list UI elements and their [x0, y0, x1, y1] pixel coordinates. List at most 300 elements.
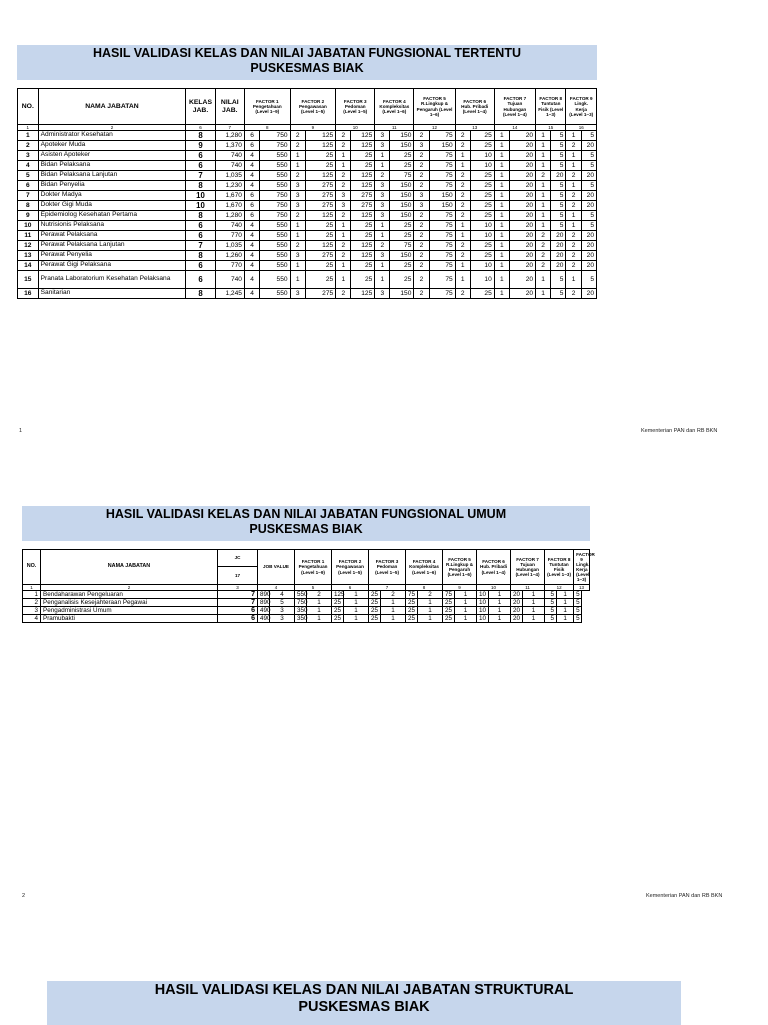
nilai-jabatan: 490 [258, 615, 270, 623]
nilai-jabatan: 770 [215, 231, 244, 241]
colnum: 1 [18, 125, 39, 131]
factor9-value: 20 [581, 171, 596, 181]
factor6-level: 2 [455, 201, 470, 211]
colnum: 7 [369, 585, 406, 591]
row-number: 1 [18, 131, 39, 141]
factor9-level: 1 [566, 151, 581, 161]
factor5-value: 25 [443, 599, 455, 607]
factor7-value: 20 [509, 171, 535, 181]
factor4-value: 25 [390, 151, 414, 161]
factor5-value: 25 [443, 607, 455, 615]
factor1-level: 4 [244, 221, 259, 231]
factor3-level: 1 [336, 221, 351, 231]
factor2-value: 275 [305, 181, 335, 191]
fungsional-tertentu-table [17, 88, 597, 299]
header-factor8: FACTOR 8 Tuntutan Fisik (Level 1~3) [536, 89, 566, 125]
nama-jabatan: Bidan Pelaksana Lanjutan [38, 171, 186, 181]
factor3-level: 1 [344, 615, 369, 623]
factor6-value: 10 [477, 615, 489, 623]
colnum: 9 [290, 125, 336, 131]
kelas-jabatan: 6 [218, 615, 258, 623]
factor3-level: 2 [336, 131, 351, 141]
factor7-value: 20 [509, 261, 535, 271]
factor7-value: 20 [511, 615, 523, 623]
nilai-jabatan: 1,245 [215, 289, 244, 299]
factor6-level: 1 [455, 261, 470, 271]
table-row [18, 241, 597, 251]
factor1-value: 550 [260, 261, 290, 271]
factor6-level: 2 [455, 181, 470, 191]
factor4-value: 150 [390, 141, 414, 151]
nama-jabatan: Pengadministrasi Umum [41, 607, 218, 615]
factor3-value: 25 [351, 271, 375, 289]
nama-jabatan: Bidan Pelaksana [38, 161, 186, 171]
factor7-level: 1 [494, 211, 509, 221]
factor4-value: 150 [390, 211, 414, 221]
table-body [23, 591, 590, 623]
factor2-level: 3 [290, 289, 305, 299]
kelas-jabatan: 6 [186, 221, 215, 231]
factor5-value: 75 [429, 161, 455, 171]
nilai-jabatan: 1,670 [215, 191, 244, 201]
factor1-level: 4 [244, 241, 259, 251]
factor9-value: 5 [581, 161, 596, 171]
factor9-level: 1 [557, 607, 574, 615]
factor4-level: 3 [375, 251, 390, 261]
factor6-value: 25 [470, 211, 494, 221]
factor2-value: 125 [305, 171, 335, 181]
factor2-value: 275 [305, 201, 335, 211]
factor3-level: 1 [344, 591, 369, 599]
factor4-value: 75 [406, 591, 418, 599]
header-jc-value: 17 [218, 567, 258, 585]
page1-page-number: 1 [19, 428, 23, 434]
nilai-jabatan: 740 [215, 161, 244, 171]
factor3-level: 1 [336, 231, 351, 241]
factor1-level: 6 [244, 201, 259, 211]
factor1-value: 750 [260, 211, 290, 221]
kelas-jabatan: 6 [186, 161, 215, 171]
factor1-level: 4 [244, 171, 259, 181]
header-factor6: FACTOR 6 Hub. Pribadi (Level 1~4) [455, 89, 494, 125]
factor1-level: 6 [244, 141, 259, 151]
factor1-level: 4 [244, 231, 259, 241]
factor4-level: 2 [381, 591, 406, 599]
kelas-jabatan: 7 [218, 599, 258, 607]
factor4-value: 150 [390, 181, 414, 191]
factor5-level: 2 [418, 591, 443, 599]
kelas-jabatan: 9 [186, 141, 215, 151]
header-factor1: FACTOR 1 Pengetahuan (Level 1~9) [295, 550, 332, 585]
table-row [18, 211, 597, 221]
factor2-level: 3 [290, 191, 305, 201]
page2-title-banner [22, 506, 590, 541]
factor1-level: 4 [244, 289, 259, 299]
factor6-level: 1 [455, 599, 477, 607]
factor9-value: 20 [581, 261, 596, 271]
factor6-value: 25 [470, 289, 494, 299]
factor7-value: 20 [509, 181, 535, 191]
factor8-value: 5 [545, 607, 557, 615]
colnum: 2 [38, 125, 186, 131]
kelas-jabatan: 6 [186, 271, 215, 289]
nama-jabatan: Pranata Laboratorium Kesehatan Pelaksana [38, 271, 186, 289]
factor5-level: 2 [414, 211, 429, 221]
factor8-level: 1 [536, 191, 551, 201]
factor8-value: 5 [551, 211, 566, 221]
factor8-level: 1 [536, 211, 551, 221]
factor3-level: 1 [336, 151, 351, 161]
factor7-level: 1 [489, 591, 511, 599]
nama-jabatan: Bidan Penyelia [38, 181, 186, 191]
nilai-jabatan: 490 [258, 607, 270, 615]
factor7-value: 20 [509, 231, 535, 241]
factor7-value: 20 [509, 191, 535, 201]
factor3-level: 3 [336, 201, 351, 211]
factor8-value: 5 [551, 181, 566, 191]
factor4-value: 150 [390, 191, 414, 201]
table-row [18, 251, 597, 261]
factor6-value: 10 [470, 271, 494, 289]
factor4-value: 150 [390, 201, 414, 211]
factor2-value: 125 [305, 211, 335, 221]
factor5-level: 2 [414, 289, 429, 299]
factor1-value: 550 [260, 231, 290, 241]
factor6-level: 2 [455, 211, 470, 221]
table-row [18, 161, 597, 171]
factor9-level: 1 [566, 181, 581, 191]
colnum: 15 [536, 125, 566, 131]
nilai-jabatan: 1,035 [215, 171, 244, 181]
header-factor9: FACTOR 9 Lingk. Kerja (Level 1~3) [566, 89, 597, 125]
factor4-level: 3 [375, 181, 390, 191]
factor1-value: 550 [260, 161, 290, 171]
factor1-level: 3 [270, 607, 295, 615]
factor8-value: 20 [551, 231, 566, 241]
factor5-value: 150 [429, 141, 455, 151]
factor5-level: 2 [414, 221, 429, 231]
factor5-level: 3 [414, 201, 429, 211]
factor9-level: 1 [557, 615, 574, 623]
factor6-value: 10 [477, 591, 489, 599]
factor4-level: 1 [375, 161, 390, 171]
factor5-value: 75 [429, 289, 455, 299]
factor8-level: 1 [523, 591, 545, 599]
factor2-level: 1 [307, 607, 332, 615]
factor8-value: 5 [551, 151, 566, 161]
kelas-jabatan: 8 [186, 251, 215, 261]
nilai-jabatan: 890 [258, 591, 270, 599]
row-number: 13 [18, 251, 39, 261]
table-row [23, 607, 590, 615]
header-no: NO. [18, 89, 39, 125]
factor1-value: 550 [295, 591, 307, 599]
factor2-value: 275 [305, 191, 335, 201]
nama-jabatan: Sanitarian [38, 289, 186, 299]
factor5-value: 75 [429, 181, 455, 191]
factor5-level: 2 [414, 161, 429, 171]
factor6-level: 1 [455, 221, 470, 231]
factor6-level: 2 [455, 241, 470, 251]
nama-jabatan: Bendaharawan Pengeluaran [41, 591, 218, 599]
row-number: 14 [18, 261, 39, 271]
row-number: 8 [18, 201, 39, 211]
factor2-value: 275 [305, 289, 335, 299]
factor1-value: 750 [260, 191, 290, 201]
colnum: 10 [477, 585, 511, 591]
factor6-value: 10 [470, 161, 494, 171]
nama-jabatan: Administrator Kesehatan [38, 131, 186, 141]
factor3-level: 1 [336, 261, 351, 271]
factor6-level: 1 [455, 615, 477, 623]
factor6-level: 1 [455, 231, 470, 241]
table-row [23, 615, 590, 623]
factor9-level: 2 [566, 289, 581, 299]
factor5-level: 3 [414, 141, 429, 151]
row-number: 3 [18, 151, 39, 161]
factor5-value: 25 [443, 615, 455, 623]
factor8-value: 5 [551, 191, 566, 201]
factor4-value: 25 [406, 615, 418, 623]
row-number: 2 [23, 599, 41, 607]
factor9-level: 1 [566, 211, 581, 221]
factor2-value: 25 [305, 261, 335, 271]
row-number: 9 [18, 211, 39, 221]
header-job-value: JOB VALUE [258, 550, 295, 585]
factor2-level: 1 [290, 151, 305, 161]
colnum: 14 [494, 125, 535, 131]
factor3-value: 25 [369, 615, 381, 623]
factor7-value: 20 [511, 599, 523, 607]
factor6-value: 25 [470, 141, 494, 151]
table-body [18, 131, 597, 299]
nilai-jabatan: 1,260 [215, 251, 244, 261]
factor5-level: 3 [414, 191, 429, 201]
factor1-level: 6 [244, 131, 259, 141]
row-number: 4 [18, 161, 39, 171]
factor7-level: 1 [494, 221, 509, 231]
factor1-value: 750 [295, 599, 307, 607]
page1-title-line1: HASIL VALIDASI KELAS DAN NILAI JABATAN FUNGSIONAL TERTENTU [92, 46, 521, 60]
factor6-value: 10 [470, 151, 494, 161]
factor9-level: 2 [566, 251, 581, 261]
row-number: 2 [18, 141, 39, 151]
header-factor7: FACTOR 7 Tujuan Hubungan (Level 1~4) [511, 550, 545, 585]
factor3-level: 2 [336, 241, 351, 251]
factor8-value: 5 [551, 221, 566, 231]
nilai-jabatan: 890 [258, 599, 270, 607]
row-number: 4 [23, 615, 41, 623]
factor3-level: 1 [344, 607, 369, 615]
factor3-level: 2 [336, 289, 351, 299]
factor3-value: 25 [369, 599, 381, 607]
table-row [18, 131, 597, 141]
colnum: 2 [41, 585, 218, 591]
factor6-value: 25 [470, 181, 494, 191]
nama-jabatan: Dokter Gigi Muda [38, 201, 186, 211]
nilai-jabatan: 1,280 [215, 211, 244, 221]
row-number: 1 [23, 591, 41, 599]
factor8-level: 2 [536, 231, 551, 241]
factor2-value: 25 [305, 151, 335, 161]
factor8-level: 1 [523, 615, 545, 623]
page1-title-banner [17, 45, 597, 80]
factor1-value: 550 [260, 181, 290, 191]
page2-page-number: 2 [22, 893, 26, 899]
nama-jabatan: Perawat Penyelia [38, 251, 186, 261]
factor6-level: 2 [455, 251, 470, 261]
factor6-value: 10 [470, 221, 494, 231]
factor2-value: 125 [305, 131, 335, 141]
header-nilai-jab: NILAI JAB. [215, 89, 244, 125]
factor6-level: 2 [455, 141, 470, 151]
colnum: 3 [218, 585, 258, 591]
row-number: 5 [18, 171, 39, 181]
kelas-jabatan: 7 [218, 591, 258, 599]
kelas-jabatan: 8 [186, 289, 215, 299]
factor1-level: 3 [270, 615, 295, 623]
factor9-value: 5 [574, 599, 582, 607]
factor1-value: 750 [260, 131, 290, 141]
factor7-value: 20 [509, 289, 535, 299]
factor4-level: 1 [375, 151, 390, 161]
nama-jabatan: Penganalisis Kesejahteraan Pegawai [41, 599, 218, 607]
factor8-value: 5 [551, 131, 566, 141]
factor7-level: 1 [494, 261, 509, 271]
factor8-value: 5 [545, 599, 557, 607]
factor4-value: 150 [390, 289, 414, 299]
factor2-value: 25 [332, 615, 344, 623]
factor6-value: 10 [477, 607, 489, 615]
factor9-value: 20 [581, 141, 596, 151]
nama-jabatan: Perawat Gigi Pelaksana [38, 261, 186, 271]
colnum: 12 [545, 585, 574, 591]
factor4-value: 25 [406, 599, 418, 607]
factor2-level: 2 [290, 211, 305, 221]
row-number: 12 [18, 241, 39, 251]
factor2-value: 125 [305, 241, 335, 251]
factor3-value: 25 [351, 221, 375, 231]
nilai-jabatan: 1,370 [215, 141, 244, 151]
factor3-value: 125 [351, 131, 375, 141]
factor9-value: 5 [581, 271, 596, 289]
factor9-value: 5 [581, 181, 596, 191]
table-row [18, 181, 597, 191]
row-number: 10 [18, 221, 39, 231]
factor1-level: 4 [244, 181, 259, 191]
colnum: 1 [23, 585, 41, 591]
factor9-value: 20 [581, 251, 596, 261]
factor2-level: 1 [290, 231, 305, 241]
factor9-value: 20 [581, 289, 596, 299]
factor2-level: 1 [290, 271, 305, 289]
colnum: 8 [244, 125, 290, 131]
header-factor8: FACTOR 8 Tuntutan Fisik (Level 1~3) [545, 550, 574, 585]
factor4-level: 1 [381, 599, 406, 607]
factor8-value: 20 [551, 261, 566, 271]
colnum: 9 [443, 585, 477, 591]
factor1-level: 4 [244, 261, 259, 271]
header-factor7: FACTOR 7 Tujuan Hubungan (Level 1~4) [494, 89, 535, 125]
row-number: 7 [18, 191, 39, 201]
row-number: 6 [18, 181, 39, 191]
table-row [18, 141, 597, 151]
factor4-value: 150 [390, 131, 414, 141]
header-factor4: FACTOR 4 Kompleksitas (Level 1~6) [406, 550, 443, 585]
table-row [23, 599, 590, 607]
factor3-value: 125 [351, 289, 375, 299]
header-factor1: FACTOR 1 Pengetahuan (Level 1~9) [244, 89, 290, 125]
factor9-value: 20 [581, 191, 596, 201]
factor4-value: 25 [390, 271, 414, 289]
factor9-value: 5 [574, 615, 582, 623]
factor2-level: 1 [290, 261, 305, 271]
factor3-level: 2 [336, 171, 351, 181]
factor6-level: 1 [455, 151, 470, 161]
factor5-value: 150 [429, 201, 455, 211]
factor5-level: 1 [418, 615, 443, 623]
factor8-level: 1 [536, 151, 551, 161]
factor1-value: 550 [260, 171, 290, 181]
kelas-jabatan: 8 [186, 211, 215, 221]
nilai-jabatan: 770 [215, 261, 244, 271]
factor2-value: 25 [332, 607, 344, 615]
header-factor2: FACTOR 2 Pengawasan (Level 1~5) [290, 89, 336, 125]
factor4-value: 25 [390, 161, 414, 171]
nilai-jabatan: 1,230 [215, 181, 244, 191]
factor7-value: 20 [511, 607, 523, 615]
factor5-level: 2 [414, 181, 429, 191]
factor8-value: 20 [551, 241, 566, 251]
factor9-level: 1 [566, 131, 581, 141]
factor9-level: 2 [566, 201, 581, 211]
factor5-value: 75 [429, 231, 455, 241]
factor6-value: 25 [470, 251, 494, 261]
factor6-level: 2 [455, 289, 470, 299]
factor8-level: 1 [536, 289, 551, 299]
nilai-jabatan: 1,670 [215, 201, 244, 211]
factor4-level: 2 [375, 171, 390, 181]
factor5-value: 75 [429, 261, 455, 271]
factor3-value: 125 [351, 141, 375, 151]
factor5-level: 2 [414, 261, 429, 271]
nama-jabatan: Perawat Pelaksana Lanjutan [38, 241, 186, 251]
colnum: 6 [332, 585, 369, 591]
factor2-level: 1 [307, 615, 332, 623]
factor4-level: 2 [375, 241, 390, 251]
table-row [18, 271, 597, 289]
colnum: 7 [215, 125, 244, 131]
factor9-value: 5 [581, 211, 596, 221]
factor8-level: 2 [536, 241, 551, 251]
factor4-value: 75 [390, 241, 414, 251]
colnum: 11 [375, 125, 414, 131]
factor3-level: 2 [336, 211, 351, 221]
factor3-value: 25 [369, 607, 381, 615]
factor8-level: 1 [536, 271, 551, 289]
factor4-level: 3 [375, 191, 390, 201]
factor5-value: 75 [429, 211, 455, 221]
factor8-level: 1 [523, 599, 545, 607]
factor3-level: 2 [336, 141, 351, 151]
factor5-value: 75 [429, 251, 455, 261]
factor5-level: 2 [414, 271, 429, 289]
factor8-level: 1 [536, 141, 551, 151]
factor7-level: 1 [494, 141, 509, 151]
factor6-value: 25 [470, 191, 494, 201]
factor6-value: 25 [470, 201, 494, 211]
table-row [18, 261, 597, 271]
